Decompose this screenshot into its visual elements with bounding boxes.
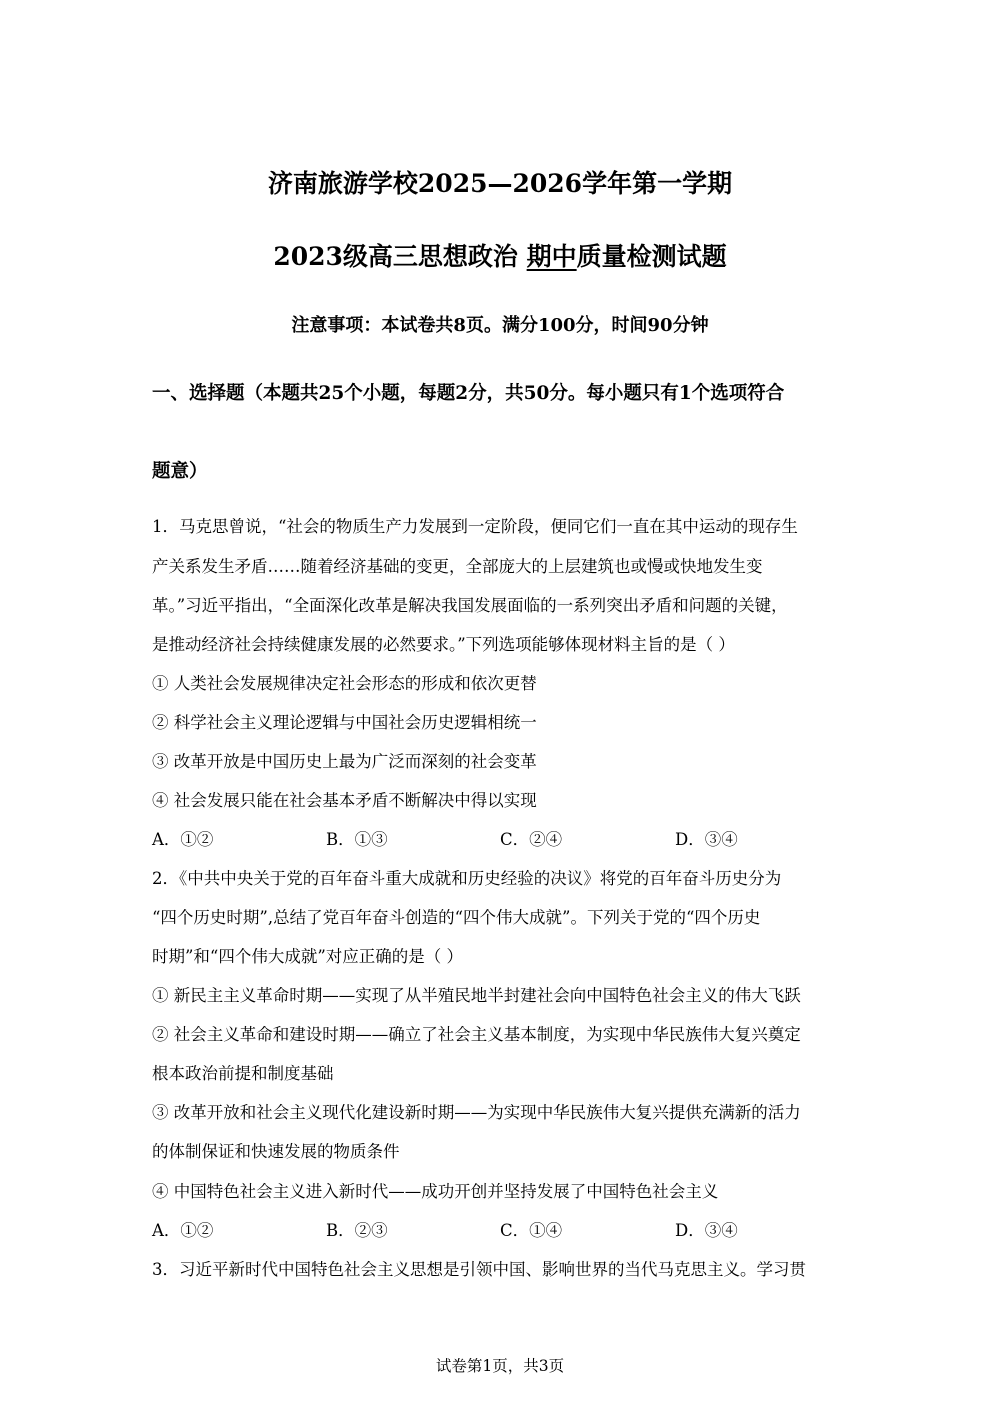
question-1-line: 革。”习近平指出，“全面深化改革是解决我国发展面临的一系列突出矛盾和问题的关键，: [152, 596, 788, 615]
question-2-statement: ④ 中国特色社会主义进入新时代——成功开创并坚持发展了中国特色社会主义: [152, 1182, 719, 1201]
page-footer: 试卷第1页，共3页: [435, 1357, 565, 1375]
question-1-statement: ④ 社会发展只能在社会基本矛盾不断解决中得以实现: [152, 791, 537, 810]
question-1-line: 1．马克思曾说，“社会的物质生产力发展到一定阶段，便同它们一直在其中运动的现存生: [152, 517, 798, 536]
question-3-line: 3．习近平新时代中国特色社会主义思想是引领中国、影响世界的当代马克思主义。学习贯: [152, 1260, 806, 1279]
question-2-option-d: D．③④: [675, 1221, 738, 1240]
question-1-line: 是推动经济社会持续健康发展的必然要求。”下列选项能够体现材料主旨的是（ ）: [152, 635, 735, 654]
question-1-option-c: C．②④: [500, 830, 563, 849]
question-2-line: 2．《中共中央关于党的百年奋斗重大成就和历史经验的决议》将党的百年奋斗历史分为: [152, 869, 782, 888]
question-1-option-d: D．③④: [675, 830, 738, 849]
question-1-statement: ② 科学社会主义理论逻辑与中国社会历史逻辑相统一: [152, 713, 537, 732]
question-2-option-b: B．②③: [326, 1221, 388, 1240]
exam-title-subject: 2023级高三思想政治: [273, 242, 527, 271]
exam-title-line1: 济南旅游学校2025—2026学年第一学期: [267, 169, 733, 198]
question-1-option-b: B．①③: [326, 830, 388, 849]
exam-title-line2: [0, 240, 1000, 274]
question-2-statement: ③ 改革开放和社会主义现代化建设新时期——为实现中华民族伟大复兴提供充满新的活力: [152, 1103, 801, 1122]
section-heading: 一、选择题（本题共25个小题，每题2分，共50分。每小题只有1个选项符合: [152, 383, 785, 404]
question-1-option-a: A．①②: [152, 830, 214, 849]
question-1-statement: ③ 改革开放是中国历史上最为广泛而深刻的社会变革: [152, 752, 537, 771]
exam-title-suffix: 质量检测试题: [576, 242, 727, 271]
question-2-statement: 的体制保证和快速发展的物质条件: [152, 1142, 400, 1161]
question-2-option-a: A．①②: [152, 1221, 214, 1240]
section-heading-cont: 题意）: [152, 461, 208, 482]
question-2-statement: ② 社会主义革命和建设时期——确立了社会主义基本制度，为实现中华民族伟大复兴奠定: [152, 1025, 801, 1044]
exam-title-term: 期中: [526, 242, 577, 271]
question-2-statement: 根本政治前提和制度基础: [152, 1064, 334, 1083]
question-1-line: 产关系发生矛盾……随着经济基础的变更，全部庞大的上层建筑也或慢或快地发生变: [152, 557, 763, 576]
question-2-line: 时期”和“四个伟大成就”对应正确的是（ ）: [152, 947, 464, 966]
question-1-statement: ① 人类社会发展规律决定社会形态的形成和依次更替: [152, 674, 537, 693]
exam-notice: 注意事项：本试卷共8页。满分100分，时间90分钟: [291, 315, 709, 336]
question-2-line: “四个历史时期”,总结了党百年奋斗创造的“四个伟大成就”。下列关于党的“四个历史: [152, 908, 761, 927]
question-2-option-c: C．①④: [500, 1221, 563, 1240]
question-2-statement: ① 新民主主义革命时期——实现了从半殖民地半封建社会向中国特色社会主义的伟大飞跃: [152, 986, 801, 1005]
